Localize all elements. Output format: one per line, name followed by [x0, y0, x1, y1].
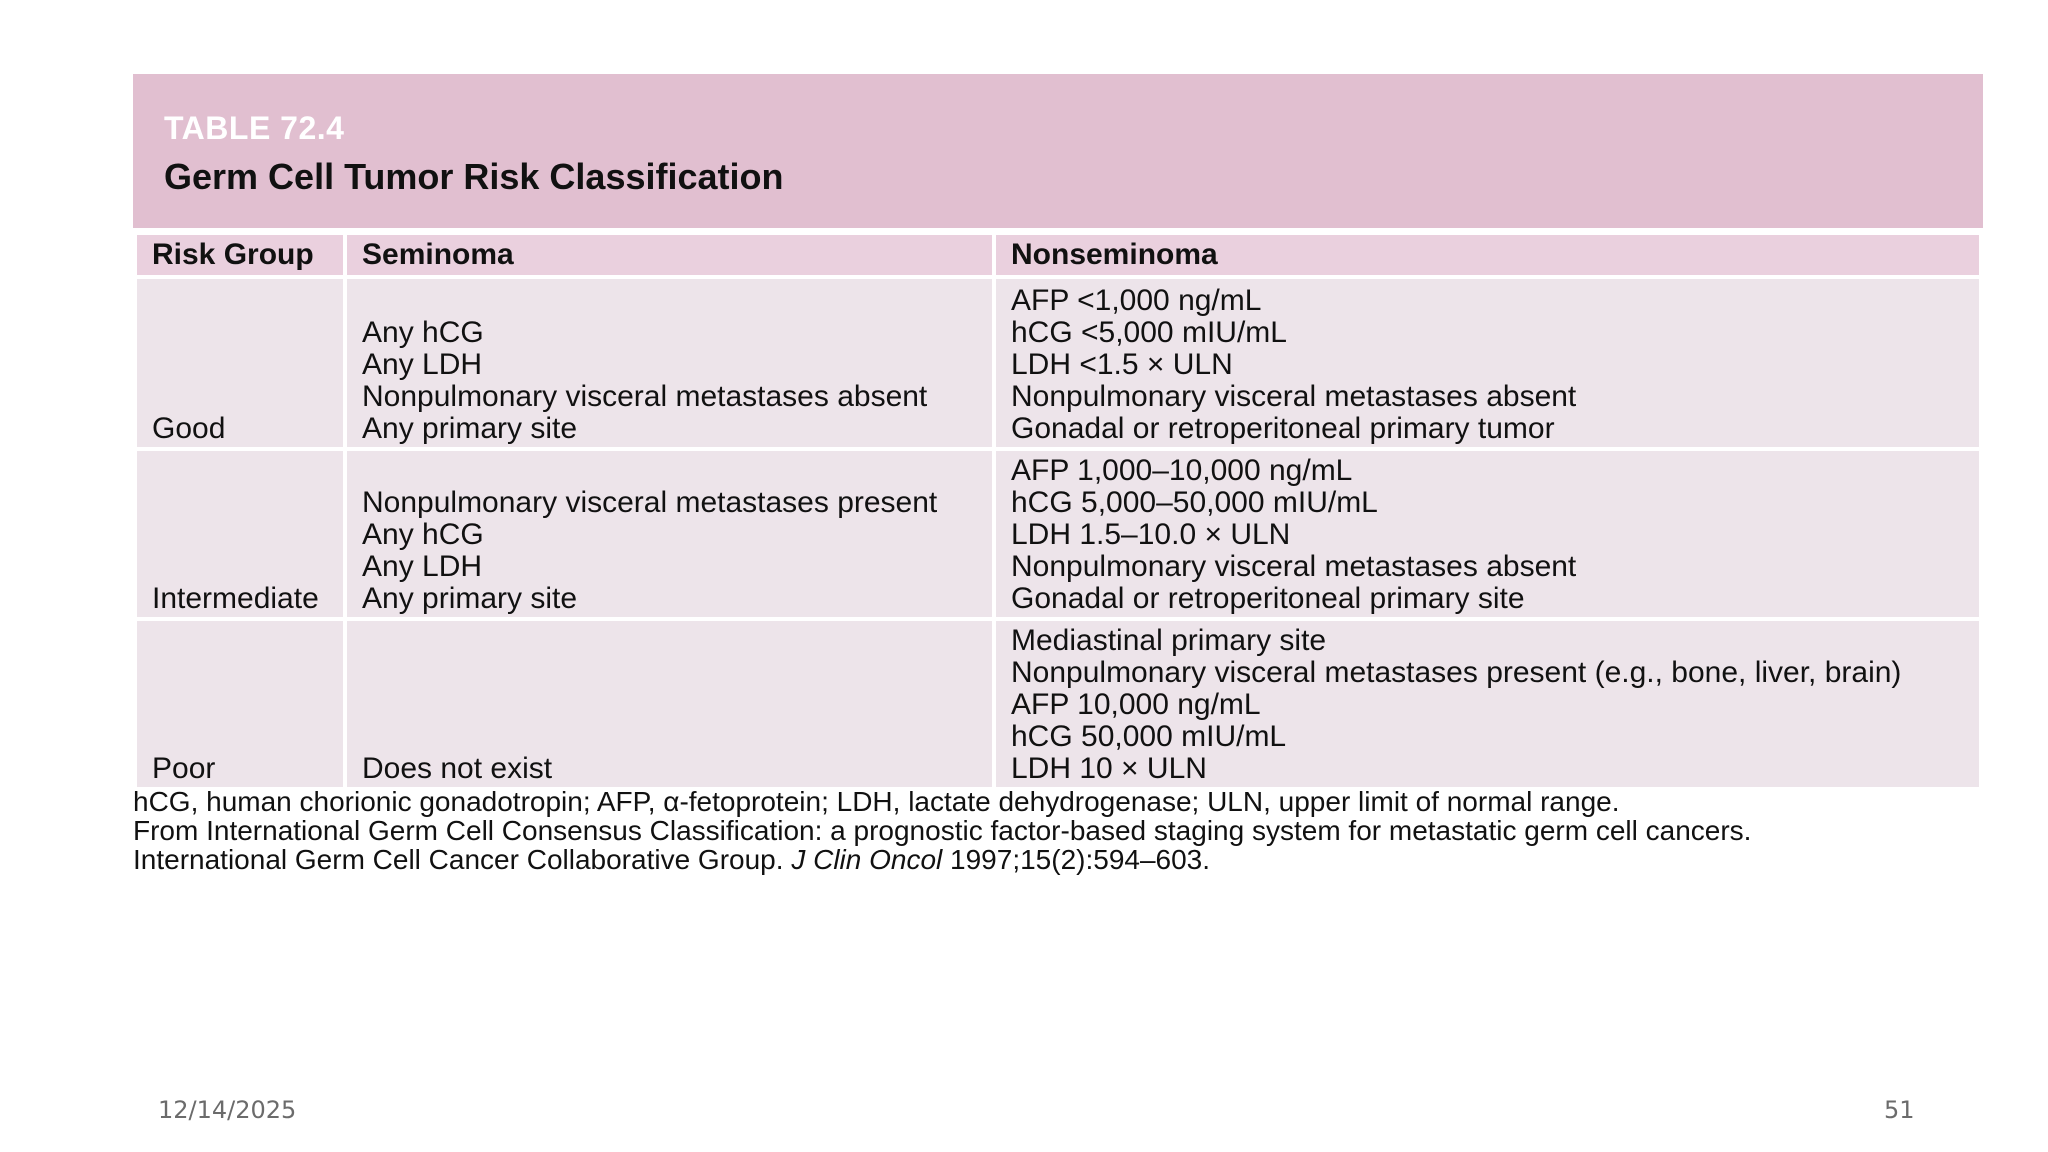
criteria-line: Nonpulmonary visceral metastases absent: [1011, 380, 1577, 413]
table-row: [135, 449, 1981, 619]
seminoma-cell: [345, 277, 994, 449]
risk-group-cell: [135, 449, 345, 619]
slide-date: 12/14/2025: [158, 1096, 297, 1124]
nonseminoma-cell: [994, 449, 1981, 619]
criteria-line: Nonpulmonary visceral metastases absent: [362, 380, 928, 413]
criteria-line: Any hCG: [362, 316, 484, 349]
column-header-risk-group: Risk Group: [135, 233, 345, 277]
risk-classification-table: [133, 74, 1983, 791]
criteria-line: Gonadal or retroperitoneal primary site: [1011, 582, 1525, 615]
criteria-line: Any LDH: [362, 550, 483, 583]
nonseminoma-cell: [994, 277, 1981, 449]
table-number: TABLE 72.4: [164, 110, 345, 146]
criteria-line: LDH 1.5–10.0 × ULN: [1011, 518, 1291, 551]
risk-table: [133, 231, 1983, 791]
criteria-line: Any primary site: [362, 412, 578, 445]
source-footnote-line-2: [133, 845, 2033, 874]
criteria-line: Does not exist: [362, 752, 553, 785]
criteria-line: Nonpulmonary visceral metastases present: [362, 486, 938, 519]
criteria-line: Nonpulmonary visceral metastases absent: [1011, 550, 1577, 583]
source-authors: International Germ Cell Cancer Collaborative Group.: [133, 844, 792, 875]
criteria-line: AFP 1,000–10,000 ng/mL: [1011, 454, 1353, 487]
criteria-line: Nonpulmonary visceral metastases present (e.g., bone, liver, brain): [1011, 656, 1902, 689]
column-header-nonseminoma: Nonseminoma: [994, 233, 1981, 277]
table-caption-band: [133, 74, 1983, 228]
table-title: Germ Cell Tumor Risk Classification: [164, 156, 784, 197]
criteria-line: Any hCG: [362, 518, 484, 551]
criteria-line: hCG <5,000 mIU/mL: [1011, 316, 1287, 349]
seminoma-cell: [345, 449, 994, 619]
risk-group-cell: [135, 619, 345, 789]
criteria-line: hCG 5,000–50,000 mIU/mL: [1011, 486, 1378, 519]
criteria-line: AFP <1,000 ng/mL: [1011, 284, 1262, 317]
source-citation: 1997;15(2):594–603.: [942, 844, 1211, 875]
abbreviations-footnote: hCG, human chorionic gonadotropin; AFP, α-fetoprotein; LDH, lactate dehydrogenase; ULN, upper limit of normal range.: [133, 786, 1620, 817]
criteria-line: Mediastinal primary site: [1011, 624, 1327, 657]
criteria-line: Any primary site: [362, 582, 578, 615]
column-header-seminoma: Seminoma: [345, 233, 994, 277]
journal-name: J Clin Oncol: [791, 844, 943, 875]
criteria-line: AFP 10,000 ng/mL: [1011, 688, 1261, 721]
seminoma-cell: [345, 619, 994, 789]
criteria-line: LDH <1.5 × ULN: [1011, 348, 1233, 381]
table-footnotes: [133, 787, 2033, 874]
source-footnote-line-1: From International Germ Cell Consensus Classification: a prognostic factor-based staging system for metastatic germ cell cancers.: [133, 815, 1752, 846]
risk-group-label: Intermediate: [152, 582, 319, 615]
header-row: [135, 233, 1981, 277]
slide-number: 51: [1884, 1096, 1915, 1124]
nonseminoma-cell: [994, 619, 1981, 789]
table-row: [135, 619, 1981, 789]
criteria-line: Any LDH: [362, 348, 483, 381]
risk-group-label: Good: [152, 412, 226, 445]
risk-group-label: Poor: [152, 752, 216, 785]
criteria-line: LDH 10 × ULN: [1011, 752, 1207, 785]
risk-group-cell: [135, 277, 345, 449]
table-row: [135, 277, 1981, 449]
criteria-line: hCG 50,000 mIU/mL: [1011, 720, 1287, 753]
criteria-line: Gonadal or retroperitoneal primary tumor: [1011, 412, 1555, 445]
